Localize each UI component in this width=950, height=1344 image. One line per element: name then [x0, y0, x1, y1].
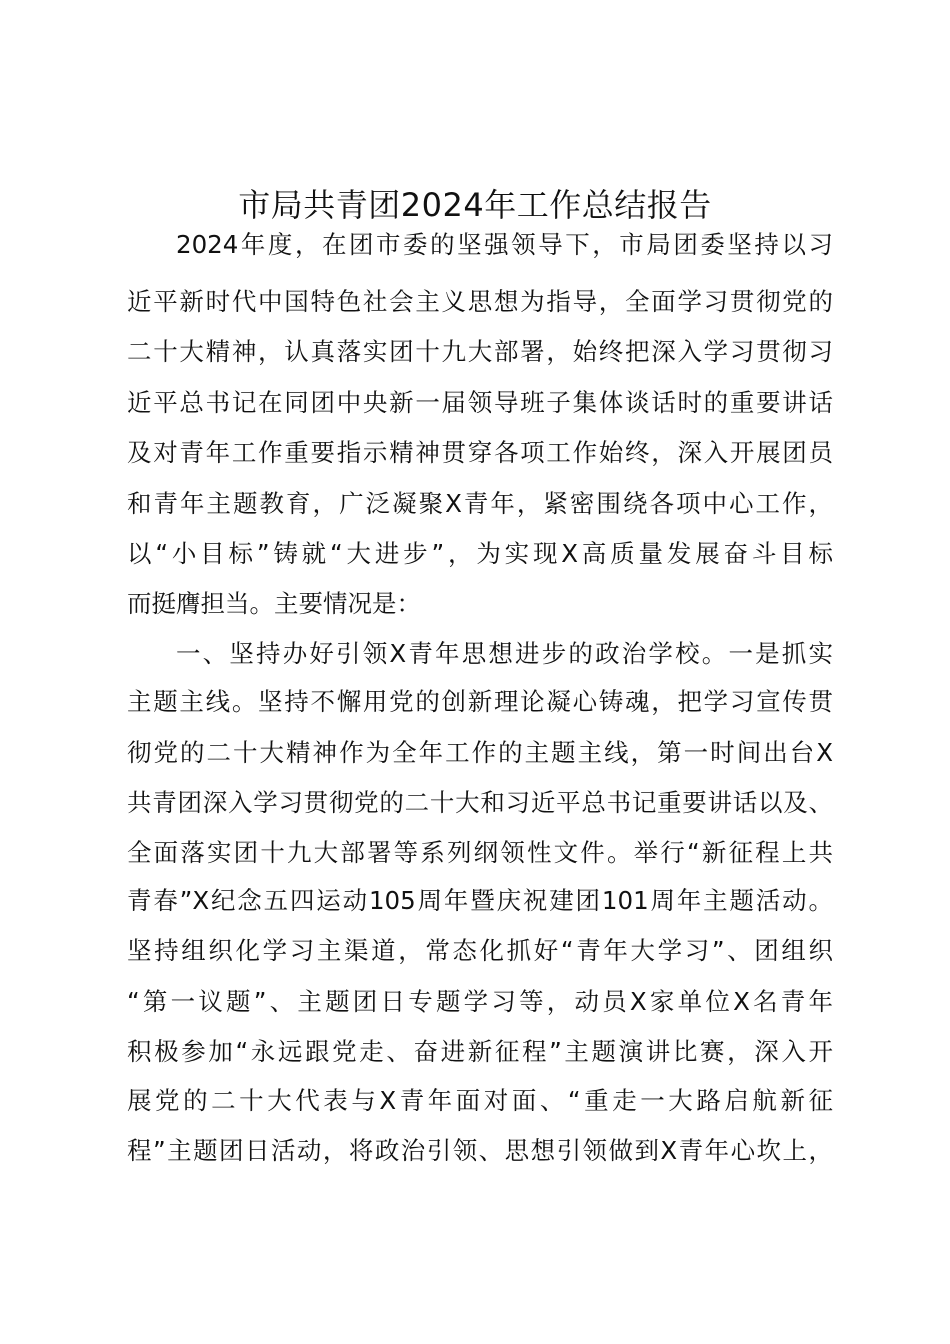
paragraph-line: 展党的二十大代表与X青年面对面、“重走一大路启航新征 [127, 1086, 833, 1115]
paragraph-line: 青春”X纪念五四运动105周年暨庆祝建团101周年主题活动。 [127, 886, 833, 915]
paragraph-line: “第一议题”、主题团日专题学习等，动员X家单位X名青年 [127, 987, 833, 1016]
paragraph-line: 程”主题团日活动，将政治引领、思想引领做到X青年心坎上， [127, 1136, 833, 1165]
paragraph-line: 二十大精神，认真落实团十九大部署，始终把深入学习贯彻习 [127, 337, 833, 366]
paragraph-line: 及对青年工作重要指示精神贯穿各项工作始终，深入开展团员 [127, 438, 833, 467]
document-title: 市局共青团2024年工作总结报告 [238, 186, 712, 224]
paragraph-line: 主题主线。坚持不懈用党的创新理论凝心铸魂，把学习宣传贯 [127, 687, 833, 716]
paragraph-line: 共青团深入学习贯彻党的二十大和习近平总书记重要讲话以及、 [127, 788, 833, 817]
paragraph-line: 而挺膺担当。主要情况是： [127, 589, 421, 618]
paragraph-line: 近平总书记在同团中央新一届领导班子集体谈话时的重要讲话 [127, 388, 833, 417]
paragraph-line: 以“小目标”铸就“大进步”，为实现X高质量发展奋斗目标 [127, 539, 833, 568]
paragraph-line: 2024年度，在团市委的坚强领导下，市局团委坚持以习 [176, 230, 833, 259]
paragraph-line: 坚持组织化学习主渠道，常态化抓好“青年大学习”、团组织 [127, 936, 833, 965]
paragraph-line: 一、坚持办好引领X青年思想进步的政治学校。一是抓实 [176, 639, 833, 668]
paragraph-line: 全面落实团十九大部署等系列纲领性文件。举行“新征程上共 [127, 838, 833, 867]
paragraph-line: 彻党的二十大精神作为全年工作的主题主线，第一时间出台X [127, 738, 833, 767]
paragraph-line: 积极参加“永远跟党走、奋进新征程”主题演讲比赛，深入开 [127, 1037, 833, 1066]
paragraph-line: 近平新时代中国特色社会主义思想为指导，全面学习贯彻党的 [127, 287, 833, 316]
paragraph-line: 和青年主题教育，广泛凝聚X青年，紧密围绕各项中心工作， [127, 489, 833, 518]
